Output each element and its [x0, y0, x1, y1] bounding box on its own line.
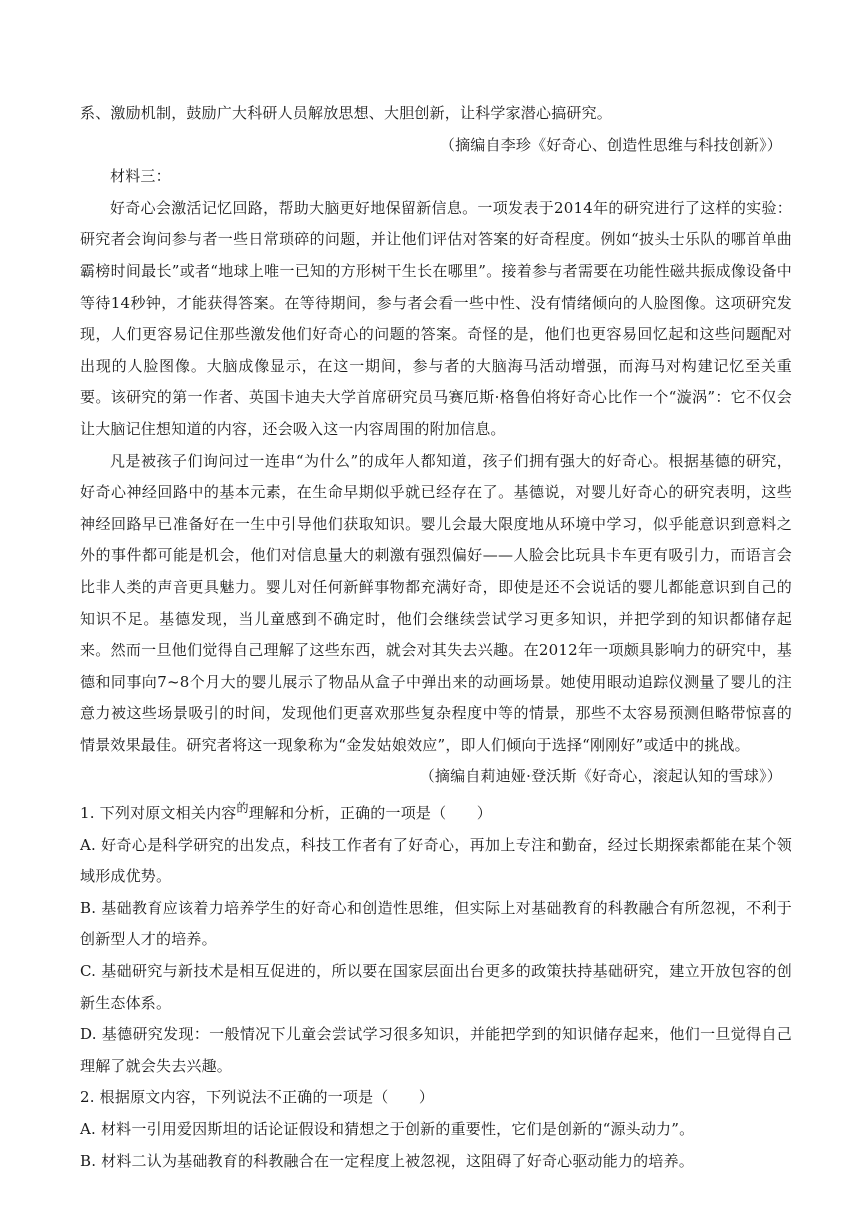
question-1-stem-part-b: 理解和分析，正确的一项是（ ）: [248, 804, 492, 823]
question-1-stem-superscript: 的: [236, 801, 249, 816]
exam-page: [80, 98, 792, 1177]
question-1-option-b: B. 基础教育应该着力培养学生的好奇心和创造性思维，但实际上对基础教育的科教融合有所忽视，不利于创新型人才的培养。: [80, 898, 792, 949]
material-3-heading: 材料三：: [110, 167, 171, 186]
question-1-option-c: C. 基础研究与新技术是相互促进的，所以要在国家层面出台更多的政策扶持基础研究，建立开放包容的创新生态体系。: [80, 962, 792, 1012]
source-citation-material-3: （摘编自莉迪娅·登沃斯《好奇心，滚起认知的雪球》）: [419, 767, 782, 786]
question-2-option-b: B. 材料二认为基础教育的科教融合在一定程度上被忽视，这阻碍了好奇心驱动能力的培养。: [80, 1151, 694, 1170]
source-citation-material-2: （摘编自李珍《好奇心、创造性思维与科技创新》）: [439, 135, 782, 154]
material-3-paragraph-1: 好奇心会激活记忆回路，帮助大脑更好地保留新信息。一项发表于2014年的研究进行了这样的实验：研究者会询问参与者一些日常琐碎的问题，并让他们评估对答案的好奇程度。例如“披头士乐队的哪首单曲霸榜时间最长”或者“地球上唯一已知的方形树干生长在哪里”。接着参与者需要在功能性磁共振成像设备中等待14秒钟，才能获得答案。在等待期间，参与者会看一些中性、没有情绪倾向的人脸图像。这项研究发现，人们更容易记住那些激发他们好奇心的问题的答案。奇怪的是，他们也更容易回忆起和这些问题配对出现的人脸图像。大脑成像显示，在这一期间，参与者的大脑海马活动增强，而海马对构建记忆至关重要。该研究的第一作者、英国卡迪夫大学首席研究员马赛厄斯·格鲁伯将好奇心比作一个“漩涡”：它不仅会让大脑记住想知道的内容，还会吸入这一内容周围的附加信息。: [80, 198, 792, 438]
question-1-option-a: A. 好奇心是科学研究的出发点，科技工作者有了好奇心，再加上专注和勤奋，经过长期探索都能在某个领域形成优势。: [80, 835, 792, 886]
question-2-stem: 2. 根据原文内容，下列说法不正确的一项是（ ）: [80, 1088, 435, 1107]
question-1-stem-part-a: 1. 下列对原文相关内容: [80, 804, 237, 823]
intro-paragraph: 系、激励机制，鼓励广大科研人员解放思想、大胆创新，让科学家潜心搞研究。: [80, 104, 613, 122]
question-1-option-d: D. 基德研究发现：一般情况下儿童会尝试学习很多知识，并能把学到的知识储存起来，他们一旦觉得自己理解了就会失去兴趣。: [80, 1025, 792, 1075]
material-3-paragraph-2: 凡是被孩子们询问过一连串“为什么”的成年人都知道，孩子们拥有强大的好奇心。根据基德的研究，好奇心神经回路中的基本元素，在生命早期似乎就已经存在了。基德说，对婴儿好奇心的研究表明，这些神经回路早已准备好在一生中引导他们获取知识。婴儿会最大限度地从环境中学习，似乎能意识到意料之外的事件都可能是机会，他们对信息量大的刺激有强烈偏好——人脸会比玩具卡车更有吸引力，而语言会比非人类的声音更具魅力。婴儿对任何新鲜事物都充满好奇，即使是还不会说话的婴儿都能意识到自己的知识不足。基德发现，当儿童感到不确定时，他们会继续尝试学习更多知识，并把学到的知识都储存起来。然而一旦他们觉得自己理解了这些东西，就会对其失去兴趣。在2012年一项颇具影响力的研究中，基德和同事向7~8个月大的婴儿展示了物品从盒子中弹出来的动画场景。她使用眼动追踪仪测量了婴儿的注意力被这些场景吸引的时间，发现他们更喜欢那些复杂程度中等的情景，那些不太容易预测但略带惊喜的情景效果最佳。研究者将这一现象称为“金发姑娘效应”，即人们倾向于选择“刚刚好”或适中的挑战。: [80, 451, 792, 754]
question-1-stem: [80, 793, 792, 830]
question-2-option-a: A. 材料一引用爱因斯坦的话论证假设和猜想之于创新的重要性，它们是创新的“源头动力”。: [80, 1120, 695, 1138]
